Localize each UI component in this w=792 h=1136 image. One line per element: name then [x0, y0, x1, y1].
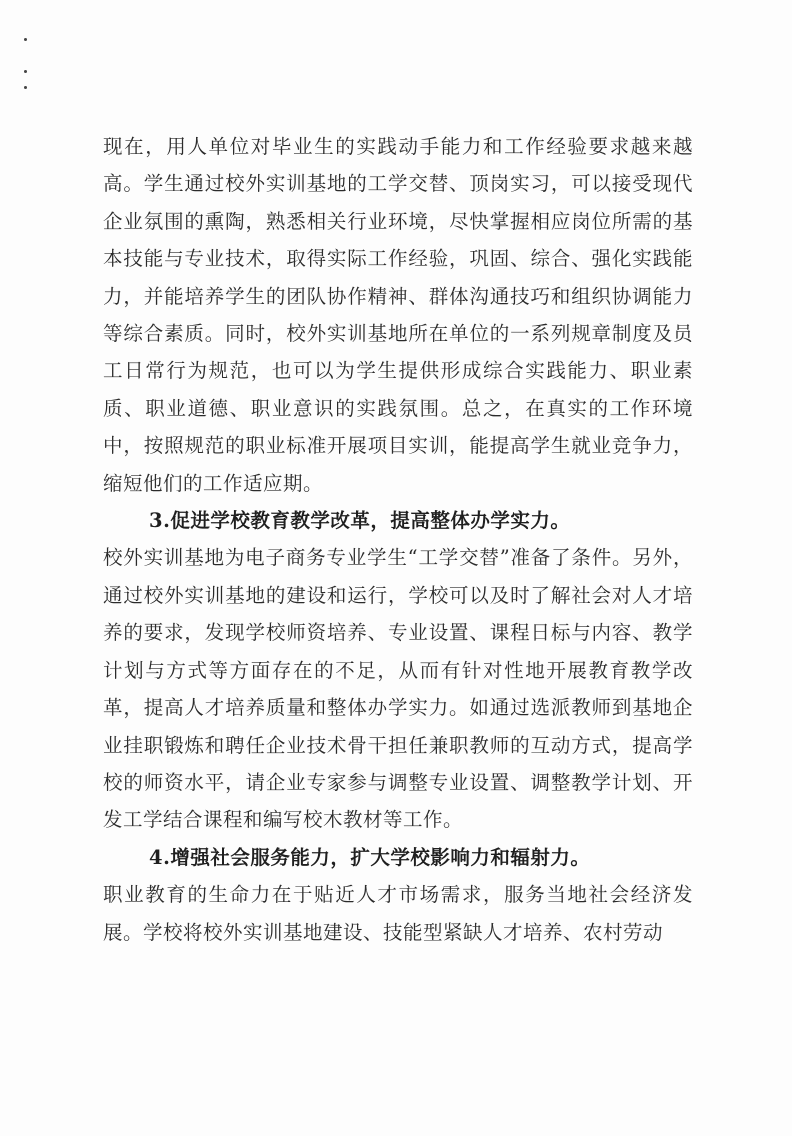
- scan-mark: [24, 70, 27, 73]
- paragraph-education-reform: 校外实训基地为电子商务专业学生“工学交替”准备了条件。另外，通过校外实训基地的建设和运行，学校可以及时了解社会对人才培养的要求，发现学校师资培养、专业设置、课程日标与内容、教学计划与方式等方面存在的不足，从而有针对性地开展教育教学改革，提高人才培养质量和整体办学实力。如通过选派教师到基地企业挂职锻炼和聘任企业技术骨干担任兼职教师的互动方式，提高学校的师资水平，请企业专家参与调整专业设置、调整教学计划、开发工学结合课程和编写校木教材等工作。: [103, 546, 693, 832]
- paragraph-practical-ability: 现在，用人单位对毕业生的实践动手能力和工作经验要求越来越高。学生通过校外实训基地的工学交替、顶岗实习，可以接受现代企业氛围的熏陶，熟悉相关行业环境，尽快掌握相应岗位所需的基本技能与专业技术，取得实际工作经验，巩固、综合、强化实践能力，并能培养学生的团队协作精神、群体沟通技巧和组织协调能力等综合素质。同时，校外实训基地所在单位的一系列规章制度及员工日常行为规范，也可以为学生提供形成综合实践能力、职业素质、职业道德、职业意识的实践氛围。总之，在真实的工作环境中，按照规范的职业标准开展项目实训，能提高学生就业竞争力，缩短他们的工作适应期。: [103, 135, 693, 495]
- scan-mark: [24, 38, 27, 41]
- section-heading-3: 3.促进学校教育教学改革，提高整体办学实力。: [149, 509, 571, 533]
- paragraph-social-service: 职业教育的生命力在于贴近人才市场需求，服务当地社会经济发展。学校将校外实训基地建设、技能型紧缺人才培养、农村劳动: [103, 883, 693, 944]
- section-heading-4: 4.增强社会服务能力，扩大学校影响力和辐射力。: [149, 845, 591, 869]
- document-body: [103, 128, 693, 951]
- scan-mark: [24, 86, 27, 89]
